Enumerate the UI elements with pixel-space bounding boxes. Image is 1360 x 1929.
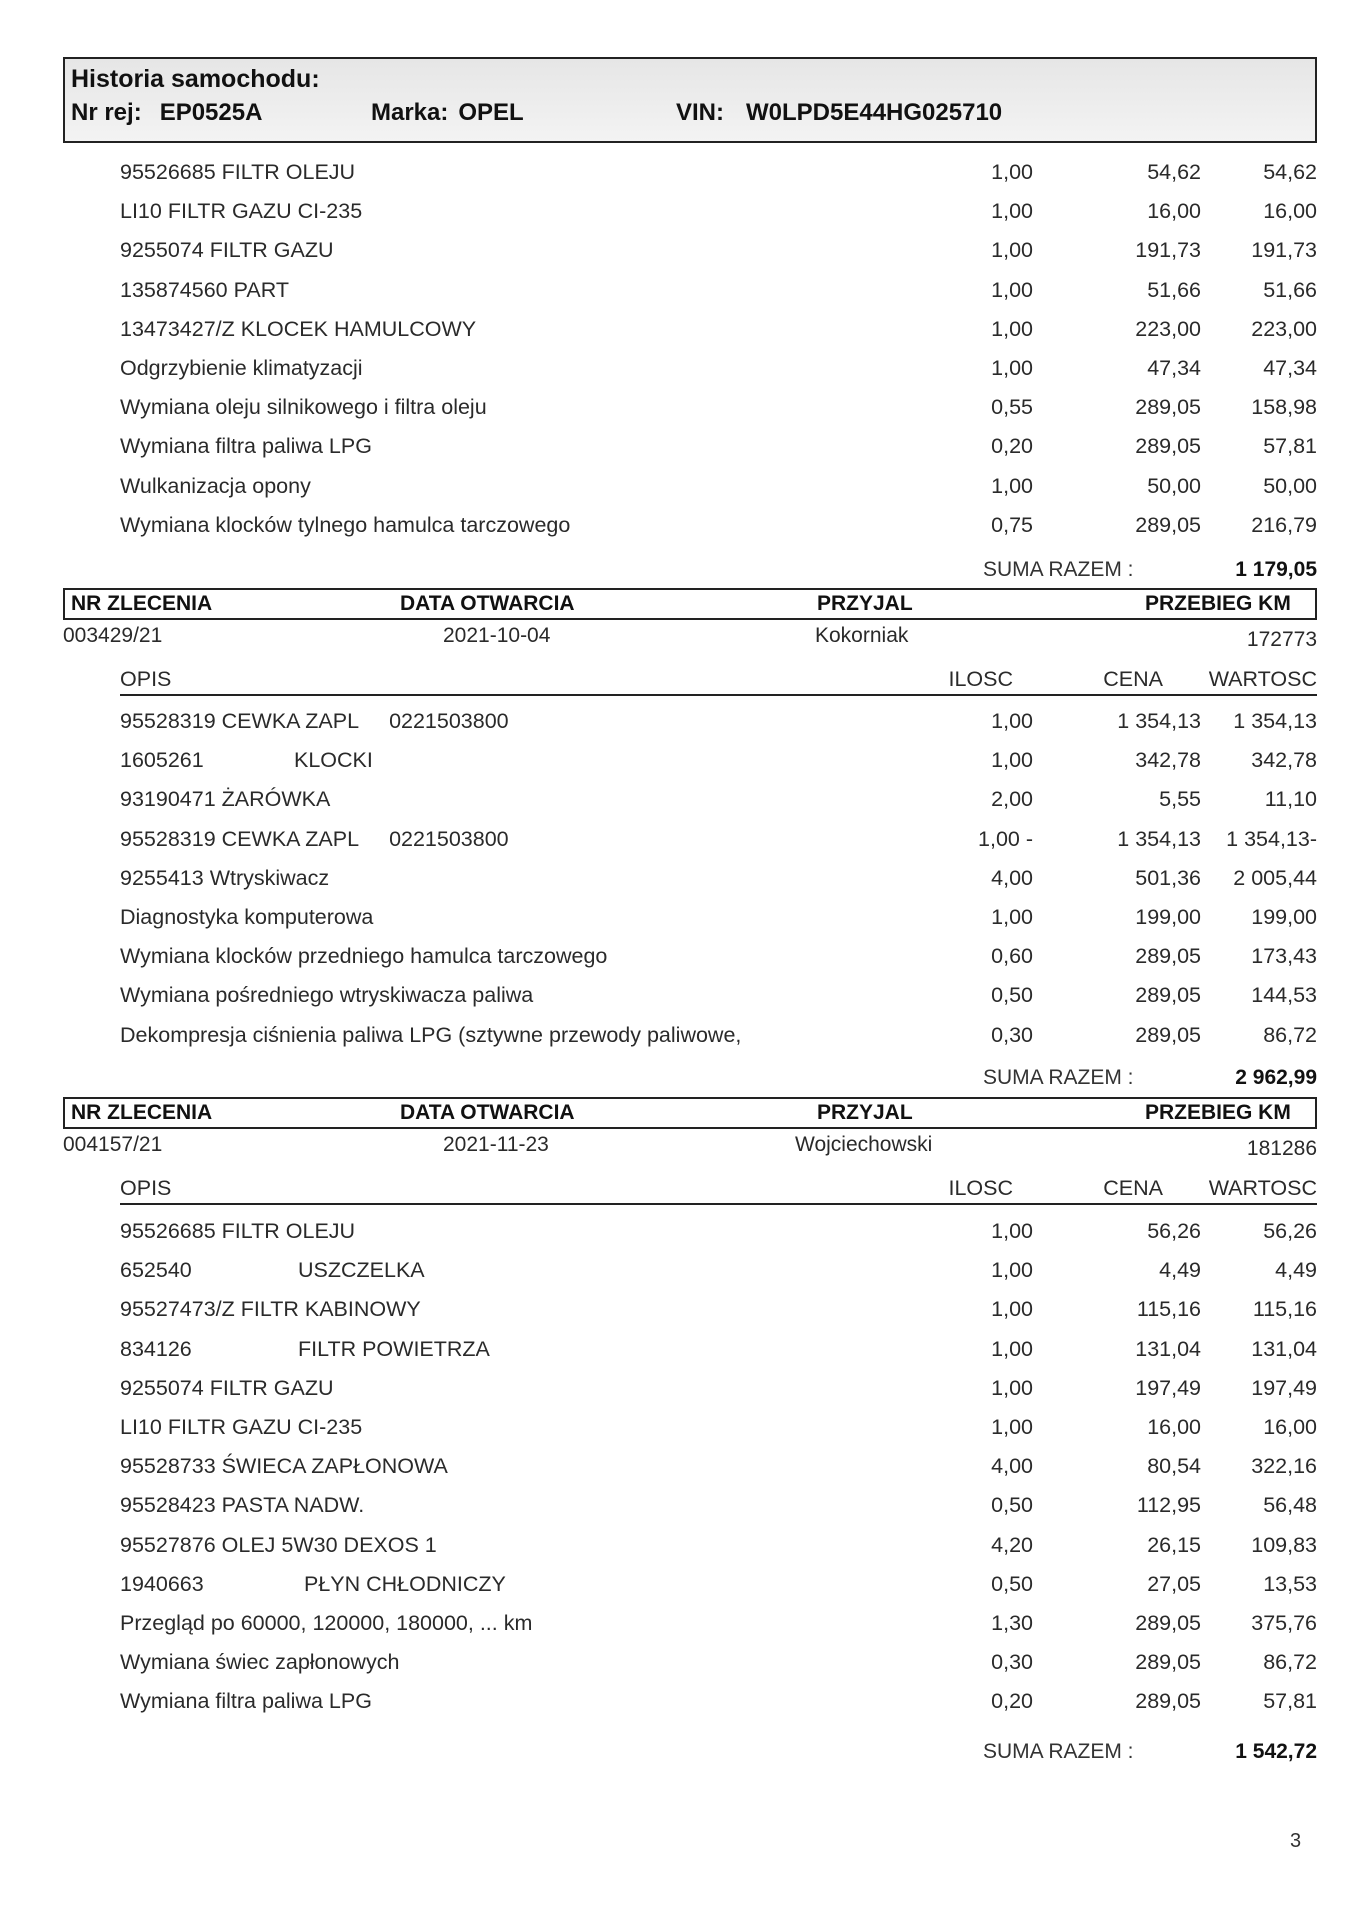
item-price: 131,04: [1135, 1336, 1201, 1361]
item-description: [120, 1213, 355, 1249]
table-row: [63, 1291, 1317, 1327]
item-text: Wymiana pośredniego wtryskiwacza paliwa: [120, 983, 534, 1008]
item-text: Dekompresja ciśnienia paliwa LPG (sztywne przewody paliwowe,: [120, 1022, 742, 1047]
item-price: 51,66: [1147, 277, 1201, 302]
item-text: Przegląd po 60000, 120000, 180000, ... km: [120, 1611, 533, 1635]
table-row: [63, 1213, 1317, 1249]
table-row: [63, 1644, 1317, 1680]
table-row: [63, 821, 1317, 857]
order-no-heading: NR ZLECENIA: [71, 592, 213, 615]
order2-number: 003429/21: [63, 624, 163, 647]
item-value: 16,00: [1263, 1415, 1317, 1439]
item-value: 223,00: [1251, 316, 1317, 341]
item-description: [120, 507, 570, 543]
item-quantity: 0,30: [991, 1022, 1033, 1047]
item-quantity: 0,20: [991, 1689, 1033, 1714]
item-value: 144,53: [1251, 983, 1317, 1008]
item-description: [120, 1291, 421, 1327]
table-row: [63, 311, 1317, 347]
item-description: [120, 938, 607, 974]
item-quantity: 0,20: [991, 434, 1033, 459]
item-price: 289,05: [1135, 1611, 1201, 1635]
item-quantity: 1,00: [991, 709, 1033, 733]
item-price: 5,55: [1159, 787, 1201, 812]
make-value: OPEL: [458, 99, 524, 126]
item-price: 289,05: [1135, 512, 1201, 537]
order2-header: [63, 588, 1317, 620]
table-row: [63, 232, 1317, 268]
item-quantity: 1,00: [991, 1336, 1033, 1361]
item-code: 93190471: [120, 787, 216, 812]
make: [371, 99, 524, 127]
item-description: [120, 350, 363, 386]
item-price: 199,00: [1135, 905, 1201, 929]
item-price: 289,05: [1135, 395, 1201, 420]
item-value: 115,16: [1252, 1297, 1317, 1322]
item-text: PŁYN CHŁODNICZY: [303, 1571, 506, 1596]
order2-total: 2 962,99: [1235, 1066, 1317, 1089]
item-text: FILTR GAZU: [209, 238, 334, 263]
table-row: [63, 1409, 1317, 1445]
item-code: 95526685: [120, 1219, 216, 1243]
item-value: 13,53: [1263, 1571, 1317, 1596]
item-value: 131,04: [1251, 1336, 1317, 1361]
order2-date: 2021-10-04: [443, 624, 551, 647]
table-row: [63, 938, 1317, 974]
item-text: OLEJ 5W30 DEXOS 1: [221, 1532, 437, 1557]
item-description: [120, 389, 487, 425]
item-description: [120, 272, 289, 308]
item-price: 56,26: [1147, 1219, 1201, 1243]
item-description: [120, 1252, 425, 1288]
item-text: CEWKA ZAPL: [221, 826, 360, 851]
item-value: 375,76: [1251, 1611, 1317, 1635]
item-value: 47,34: [1263, 356, 1317, 380]
header-title: Historia samochodu:: [71, 65, 320, 93]
table-row: [63, 1370, 1317, 1406]
item-text: FILTR POWIETRZA: [297, 1336, 490, 1361]
item-value: 199,00: [1251, 905, 1317, 929]
column-header-rule: [120, 694, 1317, 696]
order3-date: 2021-11-23: [443, 1133, 549, 1156]
date-heading: DATA OTWARCIA: [400, 1101, 575, 1124]
item-description: [120, 1370, 334, 1406]
table-row: [63, 389, 1317, 425]
item-description: [120, 1017, 741, 1053]
item-price: 501,36: [1135, 865, 1201, 890]
item-quantity: 0,50: [991, 1571, 1033, 1596]
item-code: 9255074: [120, 238, 204, 263]
item-quantity: 1,00: [991, 905, 1033, 929]
order3-info: [63, 1129, 1317, 1161]
desc-column-header: OPIS: [120, 1176, 172, 1200]
item-text: PASTA NADW.: [221, 1493, 365, 1518]
item-code: 9255074: [120, 1375, 204, 1400]
item-description: [120, 1644, 399, 1680]
item-code: 13473427/Z: [120, 316, 235, 341]
item-description: [120, 311, 476, 347]
order2-total-row: [63, 1063, 1317, 1093]
table-row: [63, 193, 1317, 229]
item-quantity: 1,00: [991, 473, 1033, 498]
item-value: 56,26: [1263, 1219, 1317, 1243]
item-description: [120, 1683, 372, 1719]
item-price: 191,73: [1135, 238, 1201, 263]
item-value: 16,00: [1263, 199, 1317, 224]
table-row: [63, 272, 1317, 308]
qty-column-header: ILOSC: [948, 667, 1013, 691]
item-quantity: 1,00: [991, 748, 1033, 773]
item-code: 1940663: [120, 1571, 204, 1596]
item-text: FILTR GAZU CI-235: [167, 199, 363, 224]
order2-info: [63, 620, 1317, 652]
item-quantity: 0,55: [991, 395, 1033, 420]
item-code: 95528319: [120, 826, 216, 851]
item-text: Wtryskiwacz: [209, 865, 330, 890]
item-description: [120, 1605, 532, 1641]
item-description: [120, 742, 373, 778]
item-text: Wymiana klocków tylnego hamulca tarczowego: [120, 512, 571, 537]
item-text: KLOCEK HAMULCOWY: [240, 316, 477, 341]
item-quantity: 1,00: [991, 277, 1033, 302]
item-description: [120, 860, 329, 896]
item-value: 54,62: [1263, 160, 1317, 184]
item-text: FILTR OLEJU: [221, 1219, 356, 1243]
item-quantity: 0,75: [991, 512, 1033, 537]
item-price: 27,05: [1147, 1571, 1201, 1596]
item-text: FILTR GAZU: [209, 1375, 334, 1400]
table-row: [63, 742, 1317, 778]
item-part-number: 0221503800: [389, 709, 509, 733]
item-value: 51,66: [1263, 277, 1317, 302]
item-code: LI10: [120, 199, 162, 224]
item-quantity: 1,00: [991, 1415, 1033, 1439]
mileage-heading: PRZEBIEG KM: [1145, 1101, 1291, 1124]
qty-column-header: ILOSC: [948, 1176, 1013, 1200]
table-row: [63, 860, 1317, 896]
item-text: Wymiana oleju silnikowego i filtra oleju: [120, 395, 487, 420]
item-description: [120, 703, 509, 739]
item-code: 95528423: [120, 1493, 216, 1518]
value-column-header: WARTOSC: [1208, 1176, 1317, 1200]
item-value: 158,98: [1251, 395, 1317, 420]
order3-header: [63, 1097, 1317, 1129]
table-row: [63, 1605, 1317, 1641]
item-value: 11,10: [1264, 787, 1317, 812]
item-price: 16,00: [1147, 199, 1201, 224]
item-description: [120, 193, 362, 229]
item-price: 16,00: [1147, 1415, 1201, 1439]
table-row: [63, 1683, 1317, 1719]
item-description: [120, 1448, 448, 1484]
item-price: 342,78: [1135, 748, 1201, 773]
item-price: 289,05: [1135, 1650, 1201, 1675]
table-row: [63, 1448, 1317, 1484]
item-value: 173,43: [1251, 944, 1317, 969]
item-code: 95526685: [120, 160, 216, 184]
item-value: 1 354,13: [1233, 709, 1317, 733]
item-quantity: 1,00: [991, 160, 1033, 184]
item-value: 56,48: [1263, 1493, 1317, 1518]
order-no-heading: NR ZLECENIA: [71, 1101, 213, 1124]
item-value: 1 354,13-: [1226, 826, 1317, 851]
table-row: [63, 1566, 1317, 1602]
order3-number: 004157/21: [63, 1133, 163, 1156]
item-quantity: 1,00: [991, 316, 1033, 341]
item-quantity: 4,00: [991, 865, 1033, 890]
item-price: 80,54: [1147, 1454, 1201, 1479]
item-description: [120, 781, 330, 817]
item-quantity: 4,00: [991, 1454, 1033, 1479]
item-value: 86,72: [1263, 1022, 1317, 1047]
item-quantity: 1,00: [991, 1219, 1033, 1243]
item-text: FILTR KABINOWY: [240, 1297, 421, 1322]
item-value: 57,81: [1263, 1689, 1317, 1714]
item-quantity: 1,00: [991, 1375, 1033, 1400]
date-heading: DATA OTWARCIA: [400, 592, 575, 615]
order3-total-row: [63, 1737, 1317, 1767]
item-code: 95528319: [120, 709, 216, 733]
sum-label: SUMA RAZEM :: [983, 1740, 1134, 1763]
item-code: 135874560: [120, 277, 228, 302]
item-quantity: 0,60: [991, 944, 1033, 969]
order3-column-headers: [63, 1171, 1317, 1205]
item-text: Wymiana świec zapłonowych: [120, 1650, 400, 1675]
item-quantity: 4,20: [991, 1532, 1033, 1557]
table-row: [63, 1487, 1317, 1523]
table-row: [63, 703, 1317, 739]
item-description: [120, 154, 355, 190]
received-heading: PRZYJAL: [817, 1101, 913, 1124]
item-value: 342,78: [1251, 748, 1317, 773]
order3-total: 1 542,72: [1235, 1740, 1317, 1763]
item-text: Diagnostyka komputerowa: [120, 905, 374, 929]
order2-mileage: 172773: [1246, 628, 1317, 651]
table-row: [63, 428, 1317, 464]
column-header-rule: [120, 1203, 1317, 1205]
order2-column-headers: [63, 662, 1317, 696]
item-description: [120, 899, 373, 935]
item-price: 112,95: [1136, 1493, 1201, 1518]
item-description: [120, 1331, 490, 1367]
item-part-number: 0221503800: [389, 826, 509, 851]
item-price: 54,62: [1147, 160, 1201, 184]
sum-label: SUMA RAZEM :: [983, 558, 1134, 581]
item-code: 652540: [120, 1258, 192, 1283]
item-code: LI10: [120, 1415, 162, 1439]
item-value: 4,49: [1275, 1258, 1317, 1283]
item-description: [120, 428, 372, 464]
table-row: [63, 1017, 1317, 1053]
item-text: KLOCKI: [293, 748, 373, 773]
item-quantity: 1,00: [991, 356, 1033, 380]
item-price: 289,05: [1135, 944, 1201, 969]
table-row: [63, 1527, 1317, 1563]
item-price: 115,16: [1136, 1297, 1201, 1322]
item-price: 1 354,13: [1117, 709, 1201, 733]
price-column-header: CENA: [1103, 667, 1163, 691]
table-row: [63, 899, 1317, 935]
reg-number: [71, 99, 262, 127]
table-row: [63, 1252, 1317, 1288]
item-value: 2 005,44: [1233, 865, 1317, 890]
value-column-header: WARTOSC: [1208, 667, 1317, 691]
item-price: 4,49: [1159, 1258, 1201, 1283]
item-code: 834126: [120, 1336, 192, 1361]
item-description: [120, 468, 311, 504]
received-heading: PRZYJAL: [817, 592, 913, 615]
table-row: [63, 977, 1317, 1013]
vehicle-history-header: [63, 57, 1317, 143]
item-text: Wymiana filtra paliwa LPG: [120, 434, 372, 459]
page-number: 3: [1290, 1830, 1302, 1852]
item-price: 26,15: [1147, 1532, 1201, 1557]
item-code: 95528733: [120, 1454, 216, 1479]
block1-total-row: [63, 555, 1317, 585]
item-price: 50,00: [1147, 473, 1201, 498]
table-row: [63, 350, 1317, 386]
item-description: [120, 1487, 364, 1523]
vin-value: W0LPD5E44HG025710: [746, 99, 1003, 126]
item-text: ŻARÓWKA: [221, 787, 331, 812]
item-value: 197,49: [1251, 1375, 1317, 1400]
item-description: [120, 232, 334, 268]
order3-mileage: 181286: [1246, 1137, 1317, 1160]
order3-received-by: Wojciechowski: [795, 1133, 933, 1156]
item-price: 223,00: [1135, 316, 1201, 341]
order2-received-by: Kokorniak: [815, 624, 909, 647]
table-row: [63, 507, 1317, 543]
item-text: Wymiana filtra paliwa LPG: [120, 1689, 372, 1714]
item-value: 216,79: [1251, 512, 1317, 537]
item-quantity: 0,50: [991, 1493, 1033, 1518]
item-price: 197,49: [1135, 1375, 1201, 1400]
table-row: [63, 1331, 1317, 1367]
item-value: 86,72: [1263, 1650, 1317, 1675]
mileage-heading: PRZEBIEG KM: [1145, 592, 1291, 615]
item-text: CEWKA ZAPL: [221, 709, 360, 733]
item-quantity: 1,00 -: [978, 826, 1033, 851]
item-text: PART: [233, 277, 289, 302]
item-price: 289,05: [1135, 983, 1201, 1008]
item-code: 95527473/Z: [120, 1297, 235, 1322]
vin: [676, 99, 1002, 127]
desc-column-header: OPIS: [120, 667, 172, 691]
item-description: [120, 1409, 362, 1445]
item-description: [120, 821, 509, 857]
item-quantity: 0,50: [991, 983, 1033, 1008]
item-text: Wymiana klocków przedniego hamulca tarczowego: [120, 944, 608, 969]
item-description: [120, 1527, 437, 1563]
table-row: [63, 154, 1317, 190]
item-quantity: 0,30: [991, 1650, 1033, 1675]
item-price: 289,05: [1135, 434, 1201, 459]
table-row: [63, 468, 1317, 504]
item-code: 95527876: [120, 1532, 216, 1557]
item-text: USZCZELKA: [297, 1258, 425, 1283]
item-quantity: 1,00: [991, 199, 1033, 224]
item-text: FILTR GAZU CI-235: [167, 1415, 363, 1439]
table-row: [63, 781, 1317, 817]
item-value: 109,83: [1251, 1532, 1317, 1557]
item-value: 322,16: [1251, 1454, 1317, 1479]
item-code: 9255413: [120, 865, 204, 890]
item-description: [120, 1566, 506, 1602]
block1-total: 1 179,05: [1235, 558, 1317, 581]
item-quantity: 1,00: [991, 1297, 1033, 1322]
item-text: Odgrzybienie klimatyzacji: [120, 356, 363, 380]
reg-value: EP0525A: [159, 99, 263, 126]
item-quantity: 1,00: [991, 238, 1033, 263]
item-value: 50,00: [1263, 473, 1317, 498]
item-code: 1605261: [120, 748, 204, 773]
vin-label: VIN:: [676, 99, 724, 126]
item-quantity: 1,30: [991, 1611, 1033, 1635]
reg-label: Nr rej:: [71, 99, 142, 126]
item-text: ŚWIECA ZAPŁONOWA: [221, 1454, 448, 1479]
item-price: 47,34: [1147, 356, 1201, 380]
item-price: 289,05: [1135, 1022, 1201, 1047]
item-value: 191,73: [1251, 238, 1317, 263]
item-value: 57,81: [1263, 434, 1317, 459]
item-price: 1 354,13: [1117, 826, 1201, 851]
make-label: Marka:: [371, 99, 449, 126]
price-column-header: CENA: [1103, 1176, 1163, 1200]
item-quantity: 1,00: [991, 1258, 1033, 1283]
sum-label: SUMA RAZEM :: [983, 1066, 1134, 1089]
item-text: Wulkanizacja opony: [120, 473, 311, 498]
item-description: [120, 977, 533, 1013]
item-text: FILTR OLEJU: [221, 160, 356, 184]
item-quantity: 2,00: [991, 787, 1033, 812]
item-price: 289,05: [1135, 1689, 1201, 1714]
